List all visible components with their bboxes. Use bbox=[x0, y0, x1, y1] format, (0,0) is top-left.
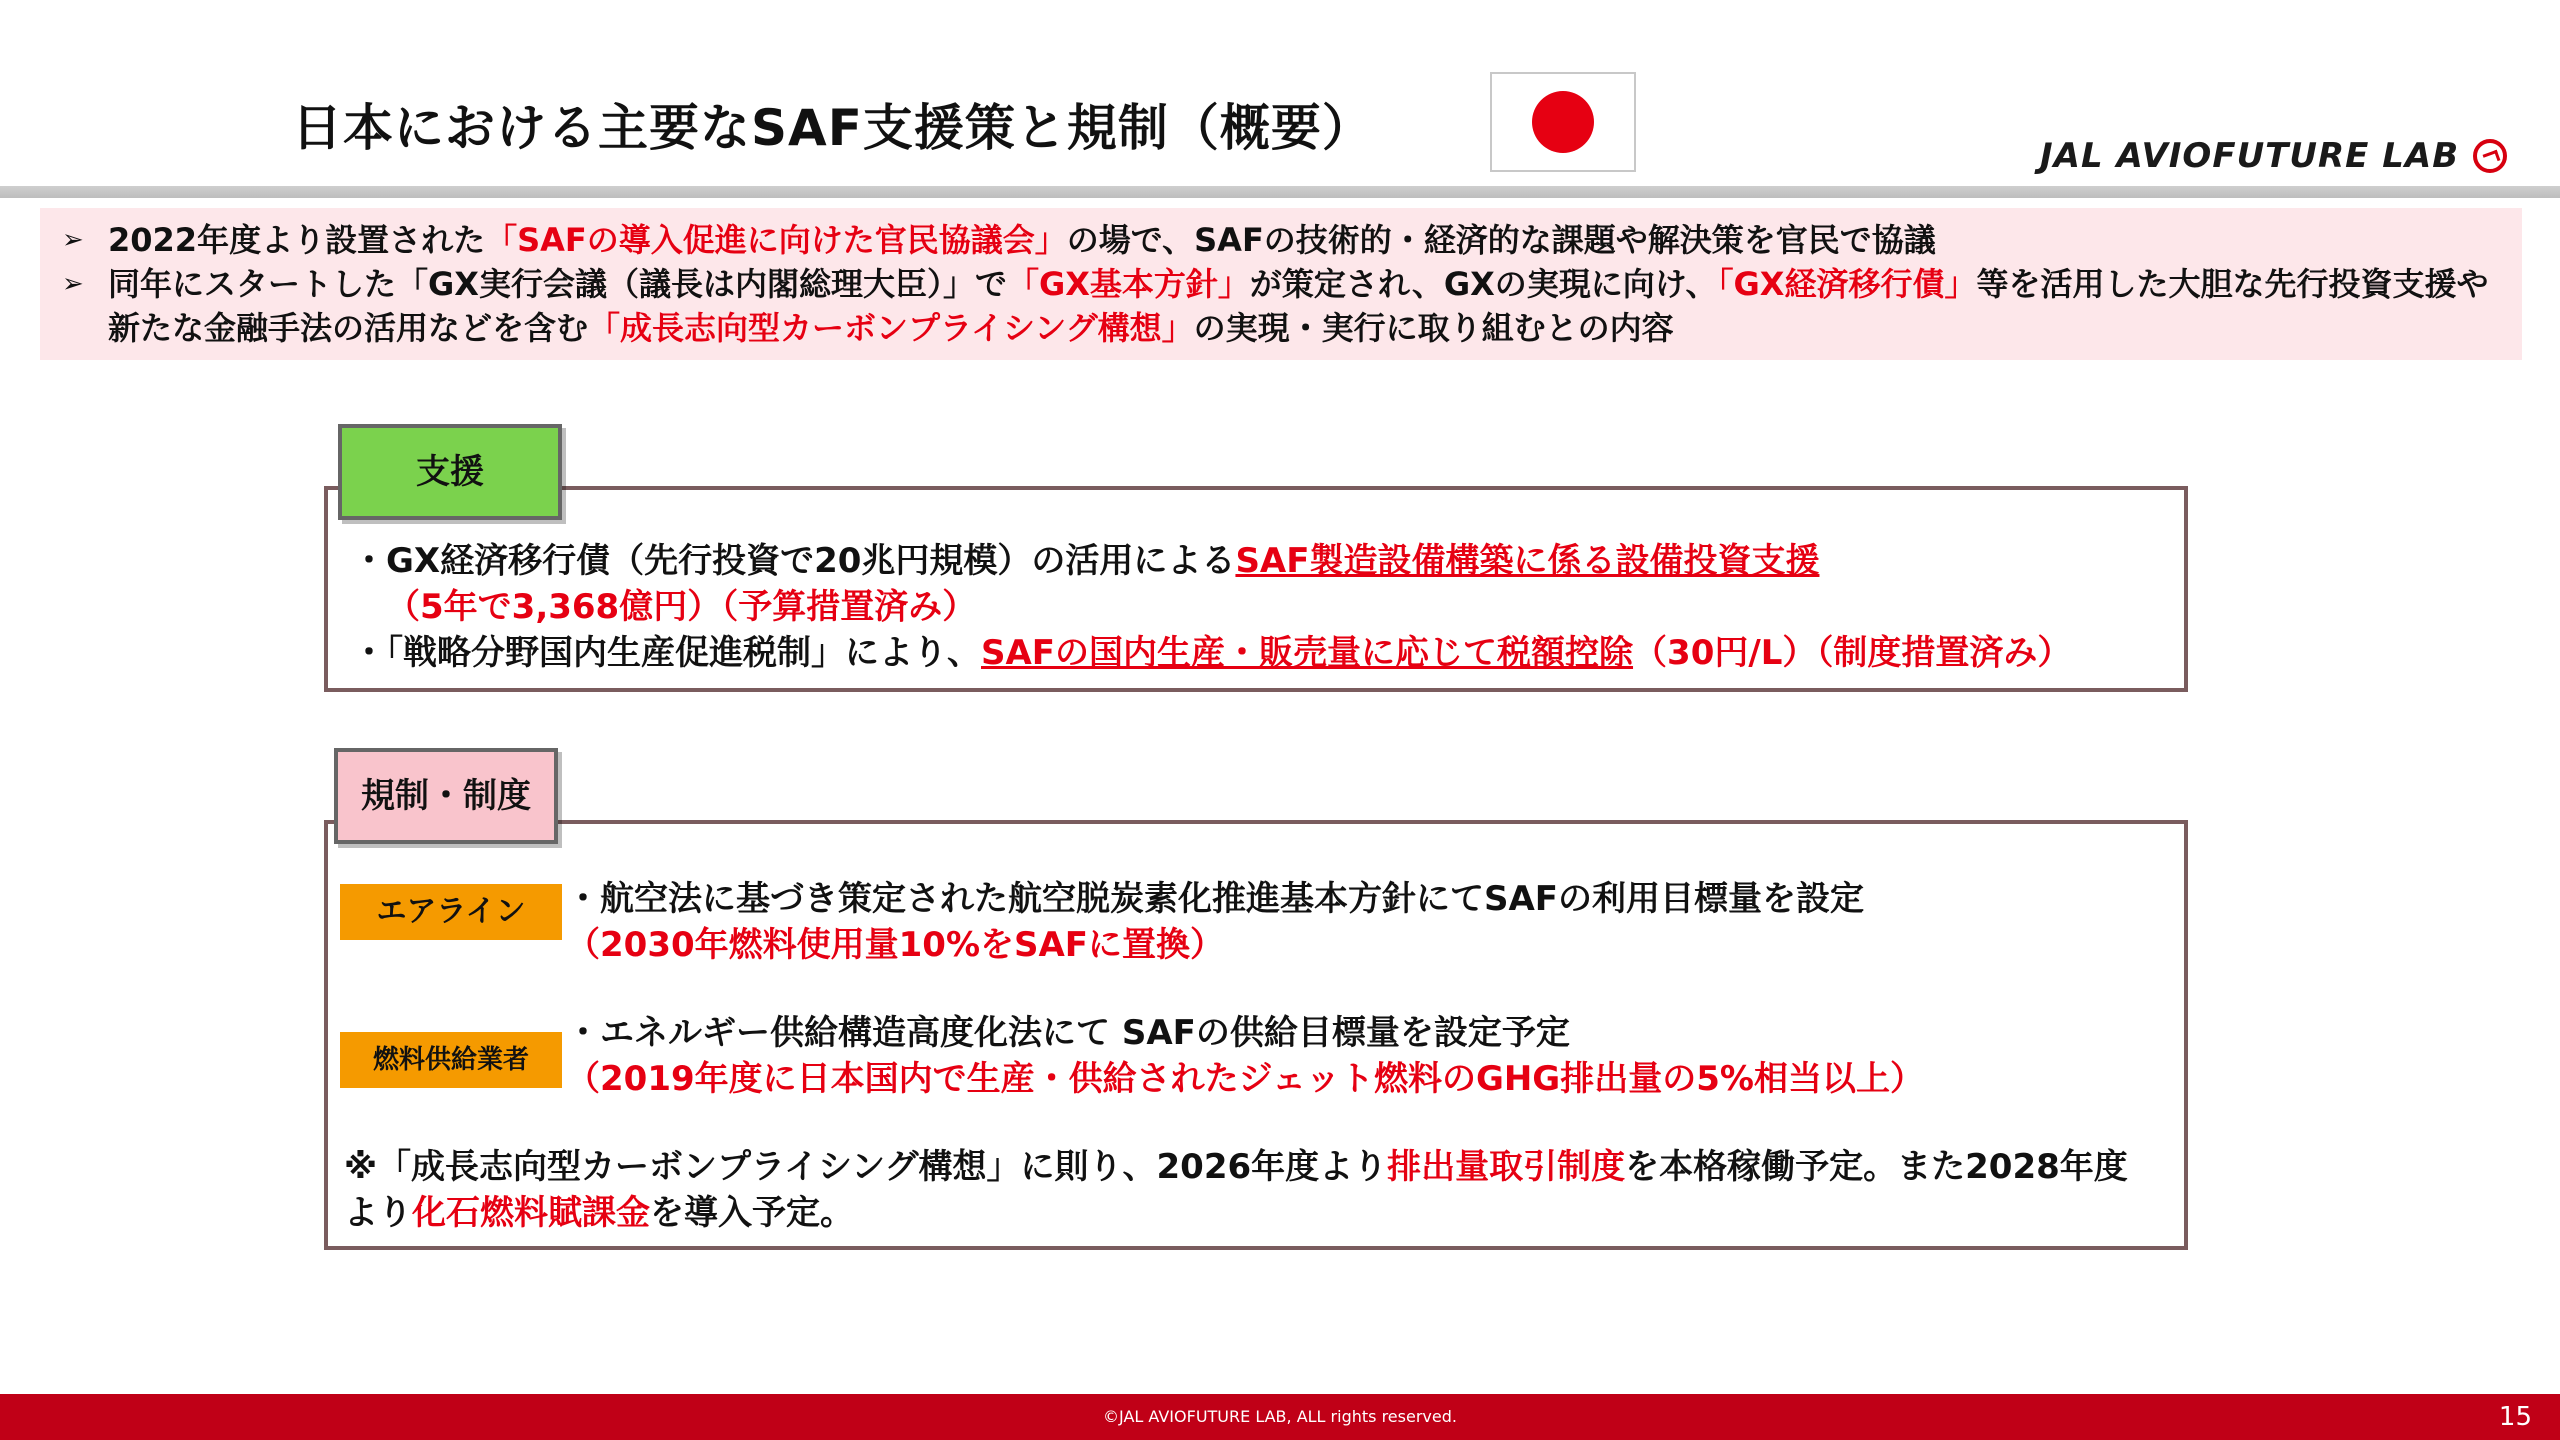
summary-text: の実現・実行に取り組むとの内容 bbox=[1193, 309, 1674, 347]
arrow-bullet-icon: ➢ bbox=[62, 269, 84, 299]
summary-text: 2022年度より設置された bbox=[108, 221, 486, 259]
summary-text-1 bbox=[108, 218, 1936, 262]
support-highlight: （30円/L）（制度措置済み） bbox=[1633, 633, 2072, 673]
summary-box bbox=[40, 208, 2522, 360]
summary-highlight: 「GX経済移行債」 bbox=[1717, 265, 1977, 303]
page-number: 15 bbox=[2498, 1402, 2532, 1432]
note-highlight: 排出量取引制度 bbox=[1387, 1147, 1626, 1187]
copyright: ©JAL AVIOFUTURE LAB, ALL rights reserved. bbox=[1103, 1407, 1457, 1426]
airline-highlight: （2030年燃料使用量10%をSAFに置換） bbox=[566, 925, 1225, 965]
airline-label: エアライン bbox=[340, 884, 562, 940]
support-tag: 支援 bbox=[338, 424, 562, 520]
summary-text: の場で、SAFの技術的・経済的な課題や解決策を官民で協議 bbox=[1066, 221, 1936, 259]
note-text: ※「成長志向型カーボンプライシング構想」に則り、2026年度より bbox=[344, 1147, 1388, 1187]
fuel-supplier-text: ・エネルギー供給構造高度化法にて SAFの供給目標量を設定予定 bbox=[566, 1013, 1570, 1053]
regulation-note bbox=[344, 1144, 2144, 1236]
flag-sun bbox=[1532, 91, 1594, 153]
brand-logo bbox=[2040, 134, 2507, 178]
jal-crane-icon bbox=[2473, 139, 2507, 173]
page-title: 日本における主要なSAF支援策と規制（概要） bbox=[292, 99, 1373, 157]
summary-text: 等を活用した大胆な先行投資支援や新たな金融手法の活用などを含む bbox=[108, 265, 2489, 347]
japan-flag-icon bbox=[1490, 72, 1636, 172]
header-divider bbox=[0, 186, 2560, 198]
arrow-bullet-icon: ➢ bbox=[62, 225, 84, 255]
airline-text: ・航空法に基づき策定された航空脱炭素化推進基本方針にてSAFの利用目標量を設定 bbox=[566, 879, 1865, 919]
fuel-supplier-highlight: （2019年度に日本国内で生産・供給されたジェット燃料のGHG排出量の5%相当以上） bbox=[566, 1059, 1924, 1099]
support-text: ・GX経済移行債（先行投資で20兆円規模）の活用による bbox=[352, 541, 1236, 581]
note-text: を導入予定。 bbox=[650, 1193, 854, 1233]
footer-bar bbox=[0, 1394, 2560, 1440]
summary-item bbox=[62, 218, 2500, 262]
support-highlight: SAF製造設備構築に係る設備投資支援 bbox=[1235, 541, 1820, 581]
support-line-2 bbox=[352, 584, 2071, 630]
fuel-supplier-label: 燃料供給業者 bbox=[340, 1032, 562, 1088]
summary-text-2 bbox=[108, 262, 2500, 350]
support-highlight: SAFの国内生産・販売量に応じて税額控除 bbox=[981, 633, 1634, 673]
logo-text: JAL AVIOFUTURE LAB bbox=[2040, 136, 2460, 176]
summary-item bbox=[62, 262, 2500, 350]
support-line-3 bbox=[352, 630, 2071, 676]
fuel-supplier-content bbox=[566, 1010, 1924, 1102]
summary-highlight: 「SAFの導入促進に向けた官民協議会」 bbox=[485, 221, 1067, 259]
support-content bbox=[352, 538, 2071, 676]
summary-highlight: 「成長志向型カーボンプライシング構想」 bbox=[588, 309, 1194, 347]
note-highlight: 化石燃料賦課金 bbox=[412, 1193, 650, 1233]
support-highlight: （5年で3,368億円）（予算措置済み） bbox=[386, 587, 977, 627]
summary-highlight: 「GX基本方針」 bbox=[1006, 265, 1250, 303]
regulation-tag: 規制・制度 bbox=[334, 748, 558, 844]
support-line-1 bbox=[352, 538, 2071, 584]
airline-content bbox=[566, 876, 1864, 968]
summary-text: 同年にスタートした「GX実行会議（議長は内閣総理大臣）」で bbox=[108, 265, 1007, 303]
note-text: を本格稼働予定。また2028年度より bbox=[344, 1147, 2128, 1233]
summary-text: が策定され、GXの実現に向け、 bbox=[1249, 265, 1718, 303]
support-text: ・「戦略分野国内生産促進税制」により、 bbox=[352, 633, 981, 673]
